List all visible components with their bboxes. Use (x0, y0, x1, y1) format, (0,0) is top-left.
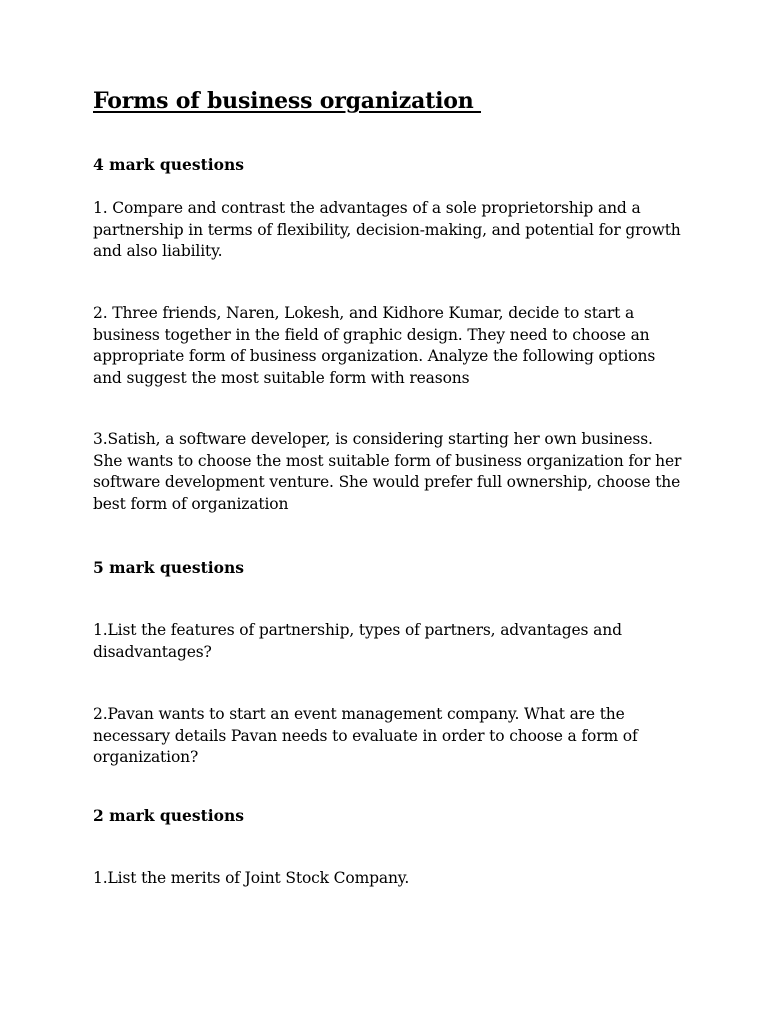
question-4-mark-1: 1. Compare and contrast the advantages of a sole proprietorship and a partnership in terms of flexibility, decision-making, and potential for growth and also liability. (93, 199, 681, 260)
section-heading-2-mark: 2 mark questions (93, 806, 245, 825)
question-4-mark-3: 3.Satish, a software developer, is considering starting her own business. She wants to choose the most suitable form of business organization for her software development venture. She would prefer full ownership, choose the best form of organization (93, 430, 682, 513)
question-4-mark-2: 2. Three friends, Naren, Lokesh, and Kidhore Kumar, decide to start a business together in the field of graphic design. They need to choose an appropriate form of business organization. Analyze the following options and suggest the most suitable form with reasons (93, 304, 656, 387)
question-2-mark-1: 1.List the merits of Joint Stock Company. (93, 869, 410, 887)
section-heading-4-mark: 4 mark questions (93, 155, 245, 174)
document-title: Forms of business organization (93, 88, 481, 114)
section-heading-5-mark: 5 mark questions (93, 558, 245, 577)
question-5-mark-1: 1.List the features of partnership, types of partners, advantages and disadvantages? (93, 621, 622, 661)
question-5-mark-2: 2.Pavan wants to start an event management company. What are the necessary details Pavan needs to evaluate in order to choose a form of organization? (93, 705, 638, 766)
